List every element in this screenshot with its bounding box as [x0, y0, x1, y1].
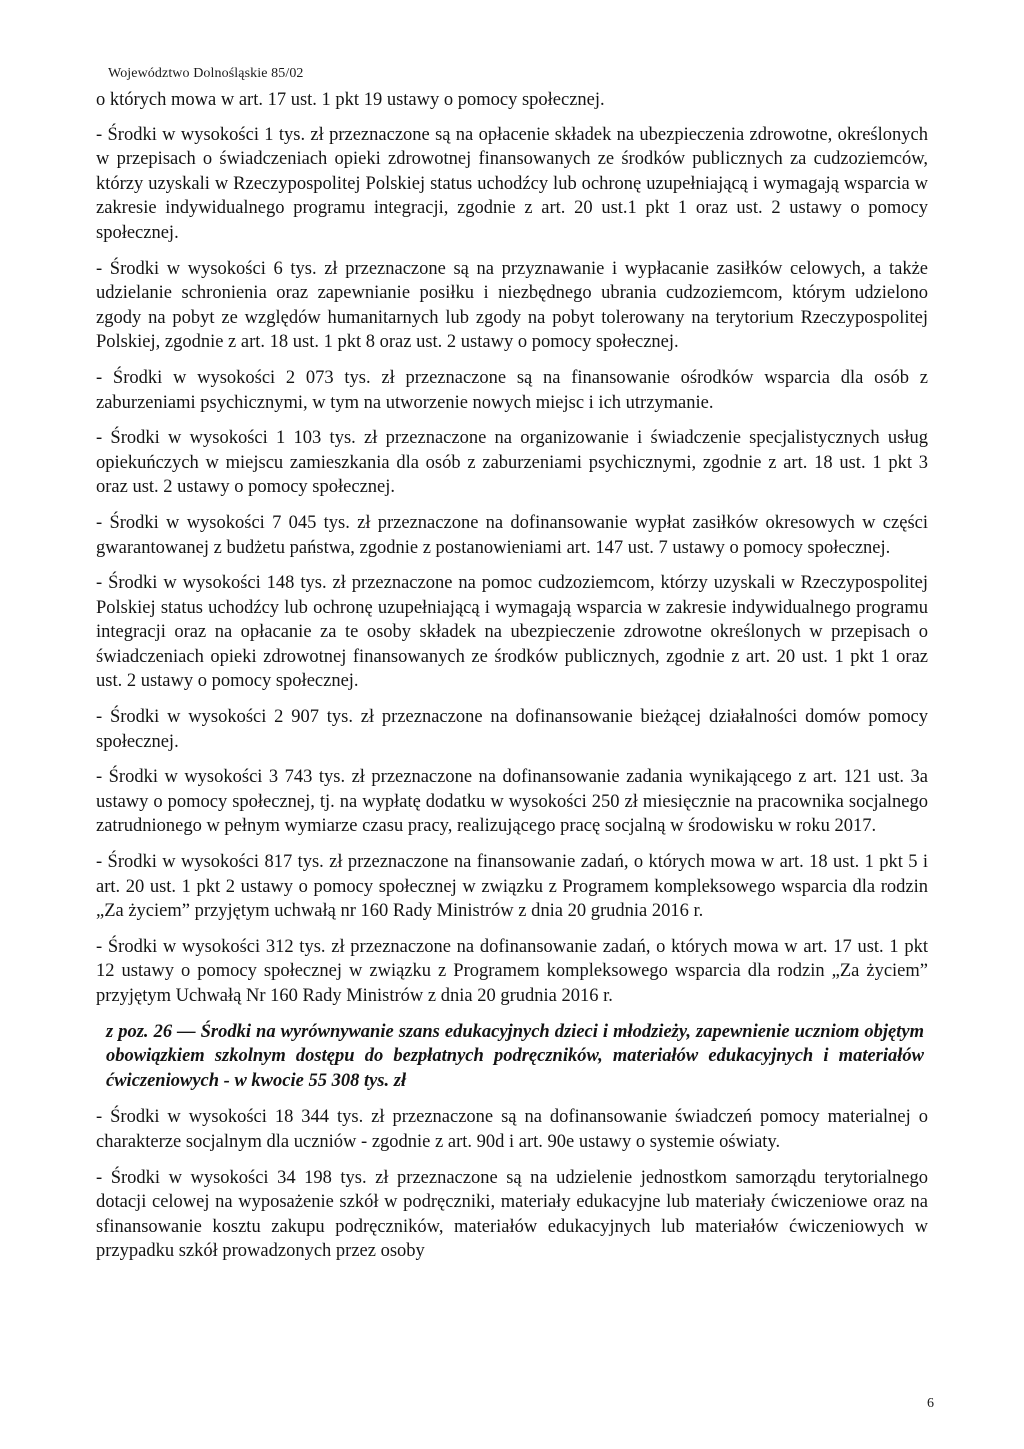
paragraph-funding-9: - Środki w wysokości 817 tys. zł przeznaczone na finansowanie zadań, o których mowa w art. 18 ust. 1 pkt 5 i art. 20 ust. 1 pkt 2 ustawy o pomocy społecznej w związku z Programem kompleksowego wsparcia dla rodzin „Za życiem” przyjętym uchwałą nr 160 Rady Ministrów z dnia 20 grudnia 2016 r.	[96, 852, 928, 922]
paragraph-continuation: o których mowa w art. 17 ust. 1 pkt 19 ustawy o pomocy społecznej.	[96, 90, 605, 110]
paragraph-funding-6: - Środki w wysokości 148 tys. zł przeznaczone na pomoc cudzoziemcom, którzy uzyskali w Rzeczypospolitej Polskiej status uchodźcy lub ochronę uzupełniającą i wymagają wsparcia w zakresie indywidualnego programu integracji oraz na opłacanie za te osoby składek na ubezpieczenie zdrowotne określonych w przepisach o świadczeniach opieki zdrowotnej finansowanych ze środków publicznych, zgodnie z art. 20 ust. 1 pkt 1 oraz ust. 2 ustawy o pomocy społecznej.	[96, 573, 928, 692]
section-paragraph-1: - Środki w wysokości 18 344 tys. zł przeznaczone są na dofinansowanie świadczeń pomocy materialnej o charakterze socjalnym dla uczniów - zgodnie z art. 90d i art. 90e ustawy o systemie oświaty.	[96, 1107, 928, 1152]
paragraph-funding-5: - Środki w wysokości 7 045 tys. zł przeznaczone na dofinansowanie wypłat zasiłków okresowych w części gwarantowanej z budżetu państwa, zgodnie z postanowieniami art. 147 ust. 7 ustawy o pomocy społecznej.	[96, 512, 928, 558]
running-header: Województwo Dolnośląskie 85/02	[108, 66, 304, 81]
paragraph-funding-2: - Środki w wysokości 6 tys. zł przeznaczone są na przyznawanie i wypłacanie zasiłków celowych, a także udzielanie schronienia oraz zapewnianie posiłku i niezbędnego ubrania cudzoziemcom, którym udzielono zgody na pobyt ze względów humanitarnych lub zgody na pobyt tolerowany na terytorium Rzeczypospolitej Polskiej, zgodnie z art. 18 ust. 1 pkt 8 oraz ust. 2 ustawy o pomocy społecznej.	[96, 258, 928, 353]
paragraph-funding-10: - Środki w wysokości 312 tys. zł przeznaczone na dofinansowanie zadań, o których mowa w art. 17 ust. 1 pkt 12 ustawy o pomocy społecznej w związku z Programem kompleksowego wsparcia dla rodzin „Za życiem” przyjętym Uchwałą Nr 160 Rady Ministrów z dnia 20 grudnia 2016 r.	[96, 936, 928, 1006]
paragraph-funding-1: - Środki w wysokości 1 tys. zł przeznaczone są na opłacenie składek na ubezpieczenia zdrowotne, określonych w przepisach o świadczeniach opieki zdrowotnej finansowanych ze środków publicznych za cudzoziemców, którzy uzyskali w Rzeczypospolitej Polskiej status uchodźcy lub ochronę uzupełniającą i wymagają wsparcia w zakresie indywidualnego programu integracji, zgodnie z art. 20 ust.1 pkt 1 oraz ust. 2 ustawy o pomocy społecznej.	[96, 124, 928, 243]
section-paragraph-2: - Środki w wysokości 34 198 tys. zł przeznaczone są na udzielenie jednostkom samorządu terytorialnego dotacji celowej na wyposażenie szkół w podręczniki, materiały edukacyjne lub materiały ćwiczeniowe oraz na sfinansowanie kosztu zakupu podręczników, materiałów edukacyjnych lub materiałów ćwiczeniowych w przypadku szkół prowadzonych przez osoby	[96, 1167, 928, 1262]
paragraph-funding-7: - Środki w wysokości 2 907 tys. zł przeznaczone na dofinansowanie bieżącej działalności domów pomocy społecznej.	[96, 707, 928, 752]
paragraph-funding-8: - Środki w wysokości 3 743 tys. zł przeznaczone na dofinansowanie zadania wynikającego z art. 121 ust. 3a ustawy o pomocy społecznej, tj. na wypłatę dodatku w wysokości 250 zł miesięcznie na pracownika socjalnego zatrudnionego w pełnym wymiarze czasu pracy, realizującego pracę socjalną w środowisku w roku 2017.	[96, 767, 928, 837]
section-heading: z poz. 26 — Środki na wyrównywanie szans edukacyjnych dzieci i młodzieży, zapewnienie uczniom objętym obowiązkiem szkolnym dostępu do bezpłatnych podręczników, materiałów edukacyjnych i materiałów ćwiczeniowych - w kwocie 55 308 tys. zł	[106, 1021, 924, 1091]
document-body	[96, 88, 928, 1275]
paragraph-funding-3: - Środki w wysokości 2 073 tys. zł przeznaczone są na finansowanie ośrodków wsparcia dla osób z zaburzeniami psychicznymi, w tym na utworzenie nowych miejsc i ich utrzymanie.	[96, 367, 928, 413]
paragraph-funding-4: - Środki w wysokości 1 103 tys. zł przeznaczone na organizowanie i świadczenie specjalistycznych usług opiekuńczych w miejscu zamieszkania dla osób z zaburzeniami psychicznymi, zgodnie z art. 18 ust. 1 pkt 3 oraz ust. 2 ustawy o pomocy społecznej.	[96, 428, 928, 498]
page-number: 6	[927, 1396, 934, 1411]
